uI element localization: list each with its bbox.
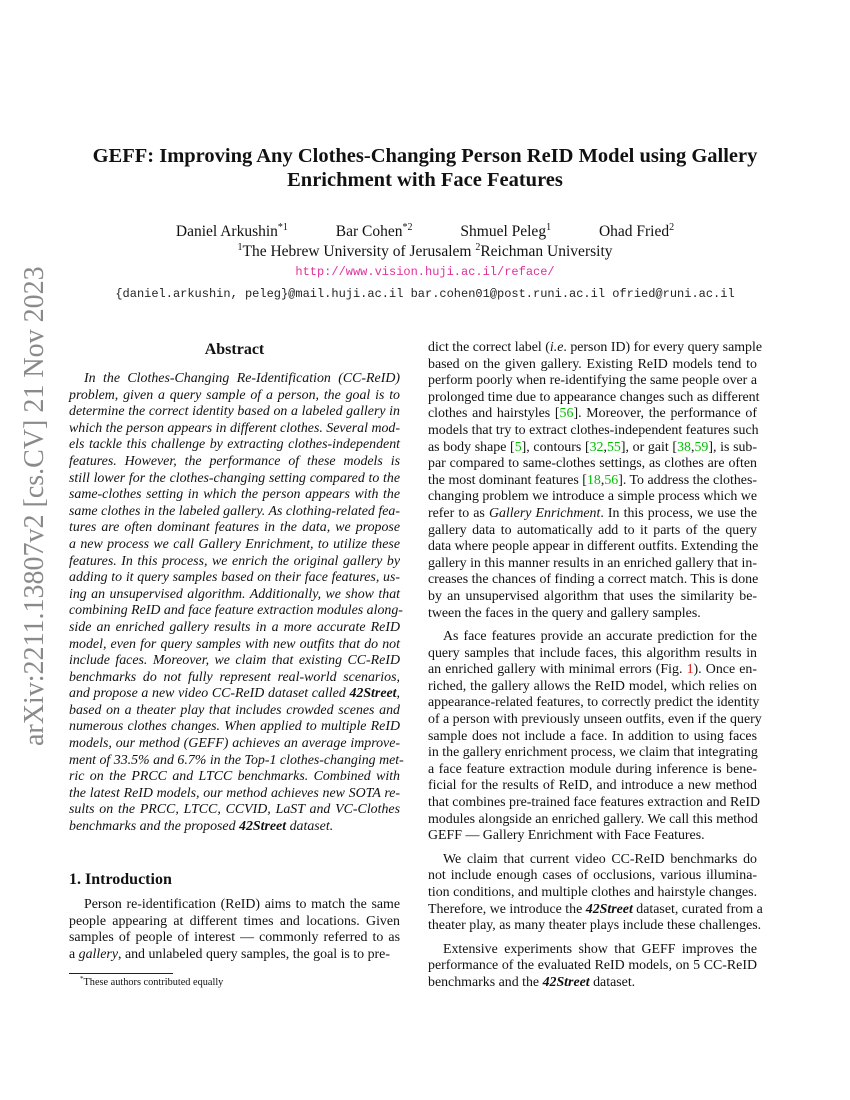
affiliation-mark: 1 <box>237 242 243 253</box>
title-line: Enrichment with Face Features <box>287 169 563 191</box>
text-line: models, our method (GEFF) achieves an average improve- <box>69 736 400 752</box>
citation-link[interactable]: 5 <box>514 439 522 455</box>
author-name: Ohad Fried <box>598 223 670 240</box>
text-line: which the person appears in different clothes. Several mod- <box>69 420 400 436</box>
introduction-left-text <box>69 897 400 963</box>
text-line: We claim that current video CC-ReID benchmarks do <box>443 851 757 867</box>
text-line: changing problem we introduce a simple process which we <box>428 489 757 505</box>
text-line: and propose a new video CC-ReID dataset called 42Street, <box>69 686 400 702</box>
emphasis: 42Street <box>349 686 397 702</box>
text-line: sample does not include a face. In addition to using faces <box>428 728 757 744</box>
title-line: GEFF: Improving Any Clothes-Changing Person ReID Model using Gallery <box>92 145 758 167</box>
text-line: determine the correct identity based on a labeled gallery in <box>69 404 400 420</box>
text-line: not include enough cases of occlusions, various illumina- <box>428 868 757 884</box>
text-line: a gallery, and unlabeled query samples, the goal is to pre- <box>69 946 390 962</box>
text-line: riched, the gallery allows the ReID model, which relies on <box>428 678 757 694</box>
text-line: the most dominant features [18,56]. To address the clothes- <box>428 472 758 488</box>
text-line: Therefore, we introduce the 42Street dataset, curated from a <box>428 901 763 917</box>
text-line: sults on the PRCC, LTCC, CCVID, LaST and VC-Clothes <box>69 802 400 818</box>
text-line: model, even for query samples with new outfits that do not <box>69 636 400 652</box>
text-line: perform poorly when re-identifying the same people over a <box>428 373 757 389</box>
text-line: based on a theater play that includes crowded scenes and <box>69 702 400 718</box>
citation-link[interactable]: 56 <box>604 472 619 488</box>
text-line: benchmarks and the 42Street dataset. <box>428 974 636 990</box>
text-line: an enriched gallery with minimal errors (Fig. 1). Once en- <box>428 662 757 678</box>
text-line: In the Clothes-Changing Re-Identification (CC-ReID) <box>84 371 400 386</box>
emphasis: i.e <box>549 340 564 355</box>
text-line: same-clothes setting in which the person appears with the <box>69 487 400 503</box>
text-line: Person re-identification (ReID) aims to match the same <box>84 897 400 912</box>
text-line: ing an unsupervised algorithm. Additionally, we show that <box>69 586 400 602</box>
citation-link[interactable]: 18 <box>586 472 601 488</box>
paragraph <box>69 371 404 836</box>
text-line: a new process we call Gallery Enrichment, to utilize these <box>69 536 400 552</box>
text-line: tures are often dominant features in the data, we propose <box>69 520 400 536</box>
emphasis: 42Street <box>239 819 287 835</box>
text-line: same clothes in the labeled gallery. As clothing-related fea- <box>69 503 400 519</box>
author-emails: {daniel.arkushin, peleg}@mail.huji.ac.il bar.cohen01@post.runi.ac.il ofried@runi.ac.il <box>115 287 735 301</box>
arxiv-stamp: arXiv:2211.13807v2 [cs.CV] 21 Nov 2023 <box>19 266 50 746</box>
author <box>599 223 674 240</box>
text-line: ficial for the results of ReID, and introduce a new method <box>428 778 757 794</box>
abstract-heading: Abstract <box>204 341 265 358</box>
text-line: adding to it query samples based on their face features, us- <box>69 570 400 586</box>
project-url-link[interactable]: http://www.vision.huji.ac.il/reface/ <box>295 265 555 279</box>
author-name: Daniel Arkushin <box>175 223 278 240</box>
footnote-mark: * <box>80 975 84 983</box>
affiliations <box>60 243 790 261</box>
text-line: As face features provide an accurate prediction for the <box>443 629 757 645</box>
text-line: models that try to extract clothes-independent features such <box>428 422 759 438</box>
text-line: based on the given gallery. Existing ReID models tend to <box>428 356 757 372</box>
text-line: the latest ReID models, our method achieves new SOTA re- <box>69 785 400 801</box>
text-line: data where people appear in different outfits. Extending the <box>428 539 759 555</box>
text-line: features. However, the performance of these models is <box>69 453 400 469</box>
text-line: numerous clothes changes. When applied to multiple ReID <box>69 719 400 735</box>
text-line: in the gallery enrichment process, we claim that integrating <box>428 745 758 761</box>
text-line: theater play, as many theater plays include these challenges. <box>428 918 762 934</box>
text-line: prolonged time due to appearance changes such as different <box>428 389 760 405</box>
emphasis: 42Street <box>542 974 590 990</box>
text-line: benchmarks and the proposed 42Street dataset. <box>69 819 334 835</box>
author-mark: 1 <box>546 222 552 233</box>
emphasis: 42Street <box>585 901 633 917</box>
footnote-text: These authors contributed equally <box>83 977 224 988</box>
text-line: clothes and hairstyles [56]. Moreover, the performance of <box>428 406 757 422</box>
affiliation-mark: 2 <box>475 242 481 253</box>
paragraph-gap <box>428 935 757 942</box>
text-line: features. In this process, we enrich the original gallery by <box>69 553 400 569</box>
text-line: els tackle this challenge by extracting clothes-independent <box>69 437 400 453</box>
text-line: gallery data to automatically add to it parts of the query <box>428 522 757 538</box>
text-line: of a person with previously unseen outfits, even if the query <box>428 712 762 728</box>
citation-link[interactable]: 59 <box>694 439 709 455</box>
text-line: modules alongside an enriched gallery. We call this method <box>428 811 758 827</box>
citation-link[interactable]: 55 <box>606 439 621 455</box>
author-mark: *2 <box>402 222 413 233</box>
paper-title <box>60 144 790 192</box>
emphasis: gallery <box>78 946 118 962</box>
text-line: creases the chances of finding a correct match. This is done <box>428 572 759 588</box>
text-line: include faces. Moreover, we claim that existing CC-ReID <box>69 653 400 669</box>
text-line: Extensive experiments show that GEFF improves the <box>443 941 757 957</box>
affiliation: Reichman University <box>480 243 613 260</box>
introduction-heading: 1. Introduction <box>69 871 172 888</box>
text-line: as body shape [5], contours [32,55], or gait [38,59], is sub- <box>428 439 757 455</box>
author-list <box>60 223 790 241</box>
text-line: tween the faces in the query and gallery samples. <box>428 605 701 621</box>
author <box>336 223 413 240</box>
paragraph <box>428 942 757 992</box>
affiliation: The Hebrew University of Jerusalem <box>242 243 476 260</box>
introduction-right-text <box>428 340 763 992</box>
citation-link[interactable]: 56 <box>559 406 574 422</box>
text-line: combining ReID and face feature extraction modules along- <box>69 603 403 619</box>
text-line: ric on the PRCC and LTCC benchmarks. Combined with <box>69 769 400 785</box>
text-line: still lower for the clothes-changing setting compared to the <box>69 470 400 486</box>
paragraph <box>428 851 763 935</box>
footnote <box>80 977 223 988</box>
text-line: query samples that include faces, this algorithm results in <box>428 645 757 661</box>
author-mark: 2 <box>669 222 675 233</box>
text-line: problem, given a query sample of a person, the goal is to <box>69 387 400 403</box>
text-line: performance of the evaluated ReID models, on 5 CC-ReID <box>428 958 757 974</box>
citation-link[interactable]: 38 <box>677 439 691 455</box>
text-line: refer to as Gallery Enrichment. In this process, we use the <box>428 505 757 521</box>
emphasis: Gallery Enrichment <box>488 505 601 521</box>
text-line: a face feature extraction module during inference is bene- <box>428 761 757 777</box>
footnote-rule <box>69 973 173 974</box>
abstract-body <box>69 371 404 836</box>
author-name: Bar Cohen <box>335 223 403 240</box>
paragraph-gap <box>428 845 757 852</box>
text-line: that combines pre-trained face features extraction and ReID <box>428 795 761 811</box>
author-name: Shmuel Peleg <box>460 223 547 240</box>
text-line: appearance-related features, to correctly predict the identity <box>428 695 760 711</box>
text-line: by an unsupervised algorithm that uses the similarity be- <box>428 588 757 604</box>
text-line: par compared to same-clothes settings, as clothes are often <box>428 456 757 472</box>
text-line: GEFF — Gallery Enrichment with Face Features. <box>428 828 705 844</box>
text-line: gallery in this manner results in an enriched gallery that in- <box>428 555 757 571</box>
paragraph <box>428 629 762 845</box>
citation-link[interactable]: 32 <box>589 439 604 455</box>
paragraph-gap <box>428 622 757 629</box>
text-line: ment of 33.5% and 6.7% in the Top-1 clothes-changing met- <box>69 752 404 768</box>
author <box>460 223 551 240</box>
figure-ref-link[interactable]: 1 <box>686 662 694 678</box>
text-line: people appearing at different times and locations. Given <box>69 913 400 929</box>
paragraph <box>428 340 763 622</box>
text-line: dict the correct label (i.e. person ID) for every query sample <box>428 340 763 355</box>
paragraph <box>69 897 400 963</box>
text-line: benchmarks do not fully represent real-world scenarios, <box>69 669 400 685</box>
text-line: side an enriched gallery results in a more accurate ReID <box>69 619 400 635</box>
author-mark: *1 <box>277 222 288 233</box>
text-line: tion conditions, and multiple clothes and hairstyle changes. <box>428 885 758 900</box>
text-line: samples of people of interest — commonly referred to as <box>69 930 400 946</box>
author <box>176 223 288 240</box>
